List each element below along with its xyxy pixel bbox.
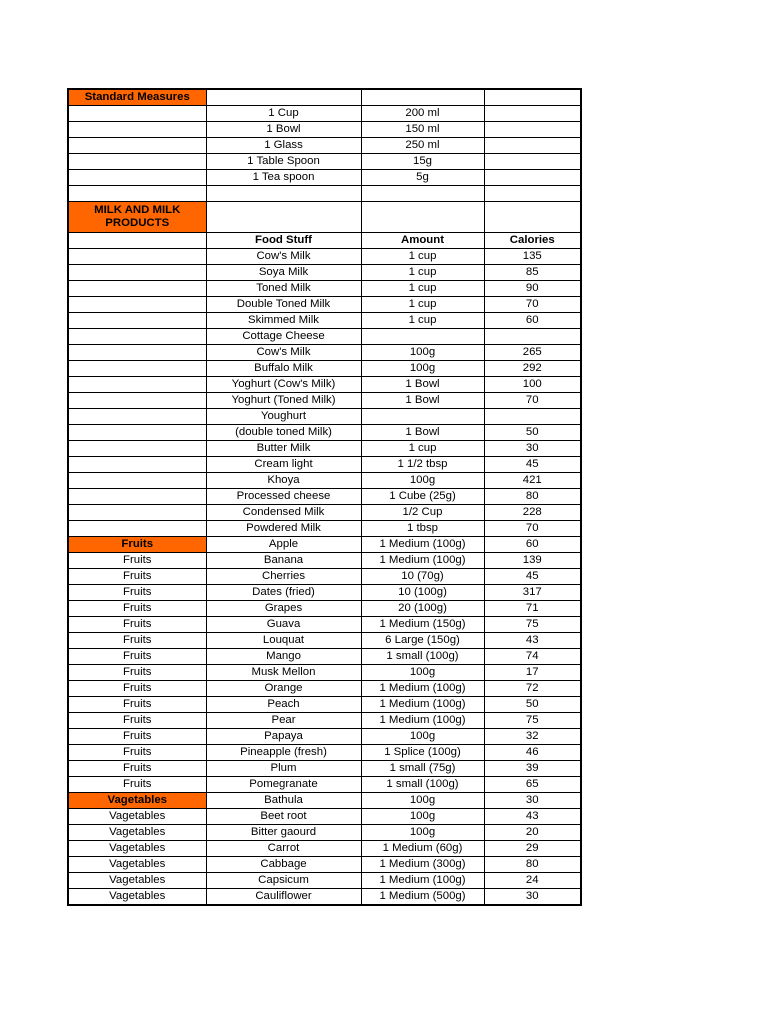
category-label: Vagetables [68, 825, 206, 841]
empty-cell [206, 89, 361, 106]
food-name: Musk Mellon [206, 665, 361, 681]
table-row [68, 601, 581, 617]
food-name: Cherries [206, 569, 361, 585]
food-name: Banana [206, 553, 361, 569]
food-calories: 30 [484, 441, 581, 457]
food-name: Double Toned Milk [206, 297, 361, 313]
table-row [68, 297, 581, 313]
category-label: Fruits [68, 633, 206, 649]
category-label: Fruits [68, 713, 206, 729]
food-calories: 60 [484, 537, 581, 553]
food-calories: 80 [484, 857, 581, 873]
food-name: Yoghurt (Cow's Milk) [206, 377, 361, 393]
food-amount: 1 Bowl [361, 425, 484, 441]
food-name: Cabbage [206, 857, 361, 873]
food-amount: 1 small (100g) [361, 777, 484, 793]
empty-cell [484, 122, 581, 138]
table-row [68, 537, 581, 553]
table-row [68, 649, 581, 665]
food-name: Apple [206, 537, 361, 553]
empty-cell [68, 186, 206, 202]
category-label: Fruits [68, 569, 206, 585]
food-amount: 1 Medium (150g) [361, 617, 484, 633]
food-calories: 30 [484, 889, 581, 906]
food-amount: 1 Bowl [361, 393, 484, 409]
food-name: (double toned Milk) [206, 425, 361, 441]
food-amount: 1 cup [361, 297, 484, 313]
food-calories: 50 [484, 425, 581, 441]
empty-cell [68, 505, 206, 521]
empty-cell [206, 186, 361, 202]
food-amount: 10 (100g) [361, 585, 484, 601]
empty-cell [361, 89, 484, 106]
food-name: Bitter gaourd [206, 825, 361, 841]
empty-cell [68, 265, 206, 281]
empty-cell [68, 233, 206, 249]
category-label: Fruits [68, 729, 206, 745]
empty-cell [68, 489, 206, 505]
category-label: Vagetables [68, 809, 206, 825]
food-amount: 1 cup [361, 313, 484, 329]
table-row [68, 553, 581, 569]
food-amount: 1 Medium (500g) [361, 889, 484, 906]
food-calories: 50 [484, 697, 581, 713]
food-amount: 1/2 Cup [361, 505, 484, 521]
food-calories: 39 [484, 761, 581, 777]
food-name: Cauliflower [206, 889, 361, 906]
food-calories: 24 [484, 873, 581, 889]
measure-row [68, 138, 581, 154]
empty-cell [68, 393, 206, 409]
food-name: Plum [206, 761, 361, 777]
food-calories: 265 [484, 345, 581, 361]
food-name: Buffalo Milk [206, 361, 361, 377]
table-row [68, 377, 581, 393]
empty-cell [484, 186, 581, 202]
empty-cell [68, 297, 206, 313]
category-label: Fruits [68, 649, 206, 665]
table-row [68, 585, 581, 601]
empty-cell [68, 249, 206, 265]
food-amount: 100g [361, 473, 484, 489]
table-row [68, 361, 581, 377]
column-header-calories: Calories [484, 233, 581, 249]
food-calories: 43 [484, 809, 581, 825]
table-row [68, 777, 581, 793]
food-calories: 65 [484, 777, 581, 793]
table-row [68, 249, 581, 265]
measure-amount: 200 ml [361, 106, 484, 122]
empty-cell [68, 345, 206, 361]
food-name: Pear [206, 713, 361, 729]
food-calories: 421 [484, 473, 581, 489]
measure-row [68, 170, 581, 186]
food-calories: 228 [484, 505, 581, 521]
table-row [68, 265, 581, 281]
food-calories: 90 [484, 281, 581, 297]
empty-cell [484, 170, 581, 186]
food-amount: 100g [361, 809, 484, 825]
food-amount: 1 Medium (100g) [361, 681, 484, 697]
food-calories: 75 [484, 617, 581, 633]
table-row [68, 617, 581, 633]
table-row [68, 473, 581, 489]
table-row [68, 329, 581, 345]
section-title-standard-measures: Standard Measures [68, 89, 206, 106]
table-row [68, 665, 581, 681]
food-calories: 46 [484, 745, 581, 761]
measure-amount: 5g [361, 170, 484, 186]
empty-cell [484, 89, 581, 106]
measure-unit: 1 Bowl [206, 122, 361, 138]
section-title-fruits: Fruits [68, 537, 206, 553]
food-name: Youghurt [206, 409, 361, 425]
measure-row [68, 122, 581, 138]
food-name: Pineapple (fresh) [206, 745, 361, 761]
column-header-amount: Amount [361, 233, 484, 249]
food-name: Pomegranate [206, 777, 361, 793]
food-amount: 1 Splice (100g) [361, 745, 484, 761]
food-calories: 30 [484, 793, 581, 809]
food-amount: 1 Bowl [361, 377, 484, 393]
food-calories: 80 [484, 489, 581, 505]
food-amount: 1 small (75g) [361, 761, 484, 777]
food-name: Peach [206, 697, 361, 713]
food-name: Carrot [206, 841, 361, 857]
food-amount: 1 Cube (25g) [361, 489, 484, 505]
food-amount: 100g [361, 665, 484, 681]
food-name: Condensed Milk [206, 505, 361, 521]
food-name: Orange [206, 681, 361, 697]
food-calories: 72 [484, 681, 581, 697]
food-name: Papaya [206, 729, 361, 745]
table-row [68, 681, 581, 697]
empty-cell [68, 457, 206, 473]
table-row [68, 505, 581, 521]
food-name: Skimmed Milk [206, 313, 361, 329]
food-amount: 1 cup [361, 441, 484, 457]
measure-row [68, 154, 581, 170]
column-header-row [68, 233, 581, 249]
empty-cell [68, 377, 206, 393]
category-label: Fruits [68, 553, 206, 569]
food-amount: 1 Medium (60g) [361, 841, 484, 857]
food-name: Cow's Milk [206, 249, 361, 265]
food-calories: 45 [484, 457, 581, 473]
food-calories: 70 [484, 297, 581, 313]
table-row [68, 345, 581, 361]
spacer-row [68, 186, 581, 202]
table-row [68, 857, 581, 873]
measure-unit: 1 Table Spoon [206, 154, 361, 170]
food-calories: 71 [484, 601, 581, 617]
measure-amount: 150 ml [361, 122, 484, 138]
food-calories: 74 [484, 649, 581, 665]
food-amount: 1 1/2 tbsp [361, 457, 484, 473]
category-label: Fruits [68, 585, 206, 601]
food-amount: 1 cup [361, 249, 484, 265]
food-calories: 29 [484, 841, 581, 857]
table-row [68, 809, 581, 825]
table-row [68, 569, 581, 585]
food-name: Powdered Milk [206, 521, 361, 537]
table-row [68, 281, 581, 297]
measure-row [68, 106, 581, 122]
food-name: Khoya [206, 473, 361, 489]
food-amount: 1 Medium (100g) [361, 697, 484, 713]
food-amount [361, 409, 484, 425]
table-row [68, 457, 581, 473]
food-amount: 10 (70g) [361, 569, 484, 585]
food-name: Processed cheese [206, 489, 361, 505]
table-row [68, 745, 581, 761]
table-row [68, 729, 581, 745]
food-calories: 85 [484, 265, 581, 281]
food-name: Dates (fried) [206, 585, 361, 601]
food-calories: 135 [484, 249, 581, 265]
table-row [68, 393, 581, 409]
empty-cell [484, 202, 581, 233]
food-amount: 1 small (100g) [361, 649, 484, 665]
empty-cell [68, 154, 206, 170]
food-amount: 1 cup [361, 281, 484, 297]
empty-cell [68, 361, 206, 377]
table-row [68, 873, 581, 889]
measure-unit: 1 Tea spoon [206, 170, 361, 186]
category-label: Fruits [68, 761, 206, 777]
table-row [68, 761, 581, 777]
category-label: Fruits [68, 697, 206, 713]
food-calories: 100 [484, 377, 581, 393]
empty-cell [68, 281, 206, 297]
food-name: Guava [206, 617, 361, 633]
measure-unit: 1 Cup [206, 106, 361, 122]
food-calories: 292 [484, 361, 581, 377]
empty-cell [68, 409, 206, 425]
empty-cell [68, 425, 206, 441]
food-amount: 100g [361, 793, 484, 809]
measure-unit: 1 Glass [206, 138, 361, 154]
column-header-food: Food Stuff [206, 233, 361, 249]
food-amount: 1 Medium (100g) [361, 873, 484, 889]
food-name: Toned Milk [206, 281, 361, 297]
food-amount: 100g [361, 825, 484, 841]
empty-cell [68, 521, 206, 537]
table-row [68, 889, 581, 906]
category-label: Fruits [68, 681, 206, 697]
food-name: Yoghurt (Toned Milk) [206, 393, 361, 409]
table-row [68, 697, 581, 713]
measure-amount: 15g [361, 154, 484, 170]
section-header-row [68, 202, 581, 233]
category-label: Vagetables [68, 857, 206, 873]
empty-cell [68, 329, 206, 345]
food-name: Cottage Cheese [206, 329, 361, 345]
food-name: Soya Milk [206, 265, 361, 281]
section-title-milk: MILK AND MILK PRODUCTS [68, 202, 206, 233]
table-row [68, 409, 581, 425]
food-calories: 60 [484, 313, 581, 329]
category-label: Fruits [68, 745, 206, 761]
table-row [68, 841, 581, 857]
section-title-vegetables: Vagetables [68, 793, 206, 809]
food-amount: 1 tbsp [361, 521, 484, 537]
food-amount: 100g [361, 345, 484, 361]
food-calories: 20 [484, 825, 581, 841]
category-label: Vagetables [68, 889, 206, 906]
empty-cell [484, 106, 581, 122]
table-row [68, 441, 581, 457]
category-label: Vagetables [68, 873, 206, 889]
food-calories [484, 409, 581, 425]
food-amount [361, 329, 484, 345]
category-label: Fruits [68, 617, 206, 633]
food-name: Bathula [206, 793, 361, 809]
empty-cell [68, 170, 206, 186]
table-row [68, 313, 581, 329]
food-amount: 1 Medium (100g) [361, 713, 484, 729]
food-calories: 32 [484, 729, 581, 745]
empty-cell [68, 473, 206, 489]
table-row [68, 425, 581, 441]
empty-cell [68, 138, 206, 154]
food-amount: 1 Medium (100g) [361, 553, 484, 569]
food-calories: 43 [484, 633, 581, 649]
empty-cell [361, 202, 484, 233]
table-row [68, 793, 581, 809]
category-label: Fruits [68, 665, 206, 681]
empty-cell [68, 106, 206, 122]
food-calories [484, 329, 581, 345]
food-calories: 70 [484, 521, 581, 537]
food-amount: 1 Medium (100g) [361, 537, 484, 553]
category-label: Fruits [68, 601, 206, 617]
empty-cell [68, 313, 206, 329]
table-row [68, 521, 581, 537]
measure-amount: 250 ml [361, 138, 484, 154]
empty-cell [484, 138, 581, 154]
food-calories: 70 [484, 393, 581, 409]
food-name: Beet root [206, 809, 361, 825]
table-row [68, 825, 581, 841]
food-amount: 100g [361, 361, 484, 377]
empty-cell [206, 202, 361, 233]
category-label: Vagetables [68, 841, 206, 857]
food-name: Butter Milk [206, 441, 361, 457]
empty-cell [484, 154, 581, 170]
table-row [68, 633, 581, 649]
food-calories: 317 [484, 585, 581, 601]
food-amount: 6 Large (150g) [361, 633, 484, 649]
section-header-row [68, 89, 581, 106]
food-calories: 139 [484, 553, 581, 569]
food-amount: 1 cup [361, 265, 484, 281]
food-calories: 45 [484, 569, 581, 585]
table-row [68, 489, 581, 505]
food-name: Cow's Milk [206, 345, 361, 361]
food-name: Cream light [206, 457, 361, 473]
calorie-table [67, 88, 582, 906]
food-calories: 75 [484, 713, 581, 729]
food-amount: 1 Medium (300g) [361, 857, 484, 873]
food-amount: 100g [361, 729, 484, 745]
food-name: Capsicum [206, 873, 361, 889]
food-name: Grapes [206, 601, 361, 617]
category-label: Fruits [68, 777, 206, 793]
food-name: Mango [206, 649, 361, 665]
food-amount: 20 (100g) [361, 601, 484, 617]
empty-cell [361, 186, 484, 202]
food-calories: 17 [484, 665, 581, 681]
table-row [68, 713, 581, 729]
food-name: Louquat [206, 633, 361, 649]
empty-cell [68, 441, 206, 457]
empty-cell [68, 122, 206, 138]
